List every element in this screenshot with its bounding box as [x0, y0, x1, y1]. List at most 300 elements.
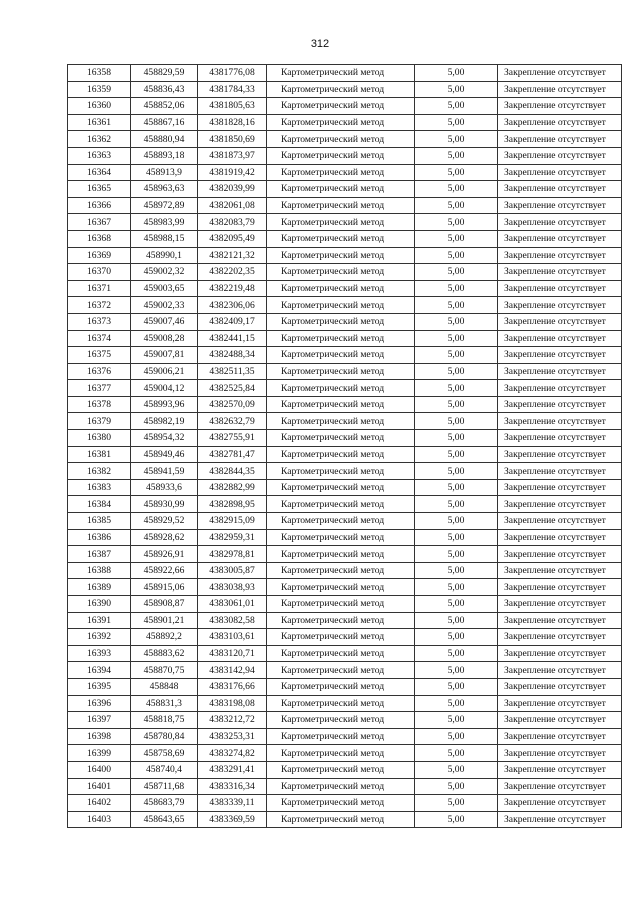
- point-number-cell: 16387: [68, 546, 131, 563]
- table-row: [68, 81, 622, 98]
- method-cell: Картометрический метод: [267, 164, 415, 181]
- table-row: [68, 662, 622, 679]
- table-row: [68, 778, 622, 795]
- method-cell: Картометрический метод: [267, 513, 415, 530]
- method-cell: Картометрический метод: [267, 529, 415, 546]
- x-coordinate-cell: 459004,12: [131, 380, 198, 397]
- x-coordinate-cell: 458848: [131, 678, 198, 695]
- table-row: [68, 297, 622, 314]
- table-row: [68, 629, 622, 646]
- x-coordinate-cell: 458990,1: [131, 247, 198, 264]
- y-coordinate-cell: 4381850,69: [198, 131, 267, 148]
- accuracy-cell: 5,00: [415, 496, 498, 513]
- fixation-cell: Закрепление отсутствует: [498, 363, 622, 380]
- point-number-cell: 16385: [68, 513, 131, 530]
- fixation-cell: Закрепление отсутствует: [498, 297, 622, 314]
- y-coordinate-cell: 4383212,72: [198, 712, 267, 729]
- method-cell: Картометрический метод: [267, 496, 415, 513]
- fixation-cell: Закрепление отсутствует: [498, 745, 622, 762]
- method-cell: Картометрический метод: [267, 98, 415, 115]
- fixation-cell: Закрепление отсутствует: [498, 463, 622, 480]
- x-coordinate-cell: 458982,19: [131, 413, 198, 430]
- y-coordinate-cell: 4382781,47: [198, 446, 267, 463]
- method-cell: Картометрический метод: [267, 81, 415, 98]
- table-row: [68, 330, 622, 347]
- method-cell: Картометрический метод: [267, 745, 415, 762]
- table-row: [68, 612, 622, 629]
- y-coordinate-cell: 4382978,81: [198, 546, 267, 563]
- y-coordinate-cell: 4383082,58: [198, 612, 267, 629]
- fixation-cell: Закрепление отсутствует: [498, 347, 622, 364]
- method-cell: Картометрический метод: [267, 214, 415, 231]
- method-cell: Картометрический метод: [267, 363, 415, 380]
- fixation-cell: Закрепление отсутствует: [498, 247, 622, 264]
- table-row: [68, 214, 622, 231]
- y-coordinate-cell: 4383120,71: [198, 645, 267, 662]
- accuracy-cell: 5,00: [415, 479, 498, 496]
- accuracy-cell: 5,00: [415, 313, 498, 330]
- y-coordinate-cell: 4382488,34: [198, 347, 267, 364]
- point-number-cell: 16360: [68, 98, 131, 115]
- fixation-cell: Закрепление отсутствует: [498, 413, 622, 430]
- table-row: [68, 712, 622, 729]
- accuracy-cell: 5,00: [415, 131, 498, 148]
- accuracy-cell: 5,00: [415, 297, 498, 314]
- x-coordinate-cell: 458928,62: [131, 529, 198, 546]
- method-cell: Картометрический метод: [267, 795, 415, 812]
- y-coordinate-cell: 4381828,16: [198, 114, 267, 131]
- fixation-cell: Закрепление отсутствует: [498, 778, 622, 795]
- fixation-cell: Закрепление отсутствует: [498, 612, 622, 629]
- table-row: [68, 562, 622, 579]
- table-row: [68, 197, 622, 214]
- point-number-cell: 16386: [68, 529, 131, 546]
- x-coordinate-cell: 458954,32: [131, 430, 198, 447]
- method-cell: Картометрический метод: [267, 612, 415, 629]
- accuracy-cell: 5,00: [415, 529, 498, 546]
- y-coordinate-cell: 4381873,97: [198, 147, 267, 164]
- table-row: [68, 147, 622, 164]
- x-coordinate-cell: 458913,9: [131, 164, 198, 181]
- point-number-cell: 16392: [68, 629, 131, 646]
- point-number-cell: 16394: [68, 662, 131, 679]
- x-coordinate-cell: 458893,18: [131, 147, 198, 164]
- x-coordinate-cell: 458926,91: [131, 546, 198, 563]
- method-cell: Картометрический метод: [267, 778, 415, 795]
- y-coordinate-cell: 4382755,91: [198, 430, 267, 447]
- fixation-cell: Закрепление отсутствует: [498, 65, 622, 82]
- y-coordinate-cell: 4382409,17: [198, 313, 267, 330]
- method-cell: Картометрический метод: [267, 645, 415, 662]
- x-coordinate-cell: 458988,15: [131, 230, 198, 247]
- table-row: [68, 596, 622, 613]
- table-row: [68, 496, 622, 513]
- table-row: [68, 529, 622, 546]
- accuracy-cell: 5,00: [415, 430, 498, 447]
- x-coordinate-cell: 458829,59: [131, 65, 198, 82]
- point-number-cell: 16403: [68, 811, 131, 828]
- fixation-cell: Закрепление отсутствует: [498, 446, 622, 463]
- x-coordinate-cell: 458983,99: [131, 214, 198, 231]
- method-cell: Картометрический метод: [267, 546, 415, 563]
- accuracy-cell: 5,00: [415, 562, 498, 579]
- x-coordinate-cell: 458922,66: [131, 562, 198, 579]
- method-cell: Картометрический метод: [267, 147, 415, 164]
- x-coordinate-cell: 458915,06: [131, 579, 198, 596]
- y-coordinate-cell: 4383198,08: [198, 695, 267, 712]
- y-coordinate-cell: 4383176,66: [198, 678, 267, 695]
- coordinates-table: [67, 64, 622, 828]
- table-row: [68, 164, 622, 181]
- x-coordinate-cell: 459006,21: [131, 363, 198, 380]
- point-number-cell: 16368: [68, 230, 131, 247]
- point-number-cell: 16362: [68, 131, 131, 148]
- point-number-cell: 16371: [68, 280, 131, 297]
- y-coordinate-cell: 4382121,32: [198, 247, 267, 264]
- table-row: [68, 430, 622, 447]
- fixation-cell: Закрепление отсутствует: [498, 313, 622, 330]
- x-coordinate-cell: 458818,75: [131, 712, 198, 729]
- table-row: [68, 479, 622, 496]
- x-coordinate-cell: 458892,2: [131, 629, 198, 646]
- point-number-cell: 16376: [68, 363, 131, 380]
- point-number-cell: 16358: [68, 65, 131, 82]
- accuracy-cell: 5,00: [415, 230, 498, 247]
- table-row: [68, 761, 622, 778]
- accuracy-cell: 5,00: [415, 247, 498, 264]
- method-cell: Картометрический метод: [267, 728, 415, 745]
- point-number-cell: 16390: [68, 596, 131, 613]
- x-coordinate-cell: 459002,32: [131, 264, 198, 281]
- coordinates-table-body: [68, 65, 622, 828]
- point-number-cell: 16400: [68, 761, 131, 778]
- method-cell: Картометрический метод: [267, 264, 415, 281]
- y-coordinate-cell: 4382525,84: [198, 380, 267, 397]
- accuracy-cell: 5,00: [415, 413, 498, 430]
- table-row: [68, 645, 622, 662]
- method-cell: Картометрический метод: [267, 479, 415, 496]
- point-number-cell: 16391: [68, 612, 131, 629]
- accuracy-cell: 5,00: [415, 778, 498, 795]
- accuracy-cell: 5,00: [415, 463, 498, 480]
- y-coordinate-cell: 4382202,35: [198, 264, 267, 281]
- x-coordinate-cell: 459007,46: [131, 313, 198, 330]
- accuracy-cell: 5,00: [415, 662, 498, 679]
- table-row: [68, 396, 622, 413]
- point-number-cell: 16379: [68, 413, 131, 430]
- fixation-cell: Закрепление отсутствует: [498, 131, 622, 148]
- method-cell: Картометрический метод: [267, 712, 415, 729]
- x-coordinate-cell: 458929,52: [131, 513, 198, 530]
- fixation-cell: Закрепление отсутствует: [498, 81, 622, 98]
- point-number-cell: 16361: [68, 114, 131, 131]
- point-number-cell: 16375: [68, 347, 131, 364]
- fixation-cell: Закрепление отсутствует: [498, 197, 622, 214]
- y-coordinate-cell: 4383369,59: [198, 811, 267, 828]
- method-cell: Картометрический метод: [267, 230, 415, 247]
- table-row: [68, 181, 622, 198]
- x-coordinate-cell: 458852,06: [131, 98, 198, 115]
- method-cell: Картометрический метод: [267, 347, 415, 364]
- x-coordinate-cell: 458941,59: [131, 463, 198, 480]
- method-cell: Картометрический метод: [267, 562, 415, 579]
- x-coordinate-cell: 458867,16: [131, 114, 198, 131]
- accuracy-cell: 5,00: [415, 380, 498, 397]
- accuracy-cell: 5,00: [415, 197, 498, 214]
- point-number-cell: 16366: [68, 197, 131, 214]
- method-cell: Картометрический метод: [267, 430, 415, 447]
- table-row: [68, 463, 622, 480]
- x-coordinate-cell: 459003,65: [131, 280, 198, 297]
- fixation-cell: Закрепление отсутствует: [498, 181, 622, 198]
- accuracy-cell: 5,00: [415, 695, 498, 712]
- accuracy-cell: 5,00: [415, 280, 498, 297]
- fixation-cell: Закрепление отсутствует: [498, 562, 622, 579]
- x-coordinate-cell: 458972,89: [131, 197, 198, 214]
- y-coordinate-cell: 4381776,08: [198, 65, 267, 82]
- y-coordinate-cell: 4383274,82: [198, 745, 267, 762]
- table-row: [68, 347, 622, 364]
- table-row: [68, 446, 622, 463]
- table-row: [68, 264, 622, 281]
- y-coordinate-cell: 4383038,93: [198, 579, 267, 596]
- method-cell: Картометрический метод: [267, 131, 415, 148]
- accuracy-cell: 5,00: [415, 347, 498, 364]
- accuracy-cell: 5,00: [415, 712, 498, 729]
- fixation-cell: Закрепление отсутствует: [498, 712, 622, 729]
- table-row: [68, 98, 622, 115]
- y-coordinate-cell: 4381784,33: [198, 81, 267, 98]
- x-coordinate-cell: 458740,4: [131, 761, 198, 778]
- x-coordinate-cell: 458831,3: [131, 695, 198, 712]
- point-number-cell: 16401: [68, 778, 131, 795]
- x-coordinate-cell: 458883,62: [131, 645, 198, 662]
- fixation-cell: Закрепление отсутствует: [498, 230, 622, 247]
- fixation-cell: Закрепление отсутствует: [498, 280, 622, 297]
- point-number-cell: 16367: [68, 214, 131, 231]
- accuracy-cell: 5,00: [415, 612, 498, 629]
- method-cell: Картометрический метод: [267, 695, 415, 712]
- accuracy-cell: 5,00: [415, 214, 498, 231]
- accuracy-cell: 5,00: [415, 396, 498, 413]
- point-number-cell: 16369: [68, 247, 131, 264]
- x-coordinate-cell: 459007,81: [131, 347, 198, 364]
- y-coordinate-cell: 4382632,79: [198, 413, 267, 430]
- x-coordinate-cell: 458870,75: [131, 662, 198, 679]
- table-row: [68, 114, 622, 131]
- point-number-cell: 16396: [68, 695, 131, 712]
- fixation-cell: Закрепление отсутствует: [498, 529, 622, 546]
- point-number-cell: 16378: [68, 396, 131, 413]
- y-coordinate-cell: 4382039,99: [198, 181, 267, 198]
- x-coordinate-cell: 459002,33: [131, 297, 198, 314]
- point-number-cell: 16373: [68, 313, 131, 330]
- x-coordinate-cell: 458993,96: [131, 396, 198, 413]
- accuracy-cell: 5,00: [415, 98, 498, 115]
- y-coordinate-cell: 4383316,34: [198, 778, 267, 795]
- table-row: [68, 280, 622, 297]
- fixation-cell: Закрепление отсутствует: [498, 513, 622, 530]
- method-cell: Картометрический метод: [267, 662, 415, 679]
- table-row: [68, 795, 622, 812]
- fixation-cell: Закрепление отсутствует: [498, 114, 622, 131]
- fixation-cell: Закрепление отсутствует: [498, 214, 622, 231]
- point-number-cell: 16384: [68, 496, 131, 513]
- method-cell: Картометрический метод: [267, 678, 415, 695]
- accuracy-cell: 5,00: [415, 114, 498, 131]
- x-coordinate-cell: 458758,69: [131, 745, 198, 762]
- table-row: [68, 131, 622, 148]
- x-coordinate-cell: 458963,63: [131, 181, 198, 198]
- table-row: [68, 546, 622, 563]
- x-coordinate-cell: 458930,99: [131, 496, 198, 513]
- y-coordinate-cell: 4382915,09: [198, 513, 267, 530]
- fixation-cell: Закрепление отсутствует: [498, 496, 622, 513]
- fixation-cell: Закрепление отсутствует: [498, 629, 622, 646]
- table-row: [68, 728, 622, 745]
- fixation-cell: Закрепление отсутствует: [498, 479, 622, 496]
- fixation-cell: Закрепление отсутствует: [498, 662, 622, 679]
- table-row: [68, 380, 622, 397]
- point-number-cell: 16393: [68, 645, 131, 662]
- x-coordinate-cell: 458901,21: [131, 612, 198, 629]
- table-row: [68, 579, 622, 596]
- point-number-cell: 16370: [68, 264, 131, 281]
- method-cell: Картометрический метод: [267, 463, 415, 480]
- point-number-cell: 16402: [68, 795, 131, 812]
- y-coordinate-cell: 4383103,61: [198, 629, 267, 646]
- y-coordinate-cell: 4382441,15: [198, 330, 267, 347]
- method-cell: Картометрический метод: [267, 413, 415, 430]
- fixation-cell: Закрепление отсутствует: [498, 761, 622, 778]
- y-coordinate-cell: 4382095,49: [198, 230, 267, 247]
- method-cell: Картометрический метод: [267, 629, 415, 646]
- accuracy-cell: 5,00: [415, 446, 498, 463]
- y-coordinate-cell: 4382061,08: [198, 197, 267, 214]
- fixation-cell: Закрепление отсутствует: [498, 596, 622, 613]
- point-number-cell: 16374: [68, 330, 131, 347]
- fixation-cell: Закрепление отсутствует: [498, 164, 622, 181]
- point-number-cell: 16395: [68, 678, 131, 695]
- point-number-cell: 16381: [68, 446, 131, 463]
- table-row: [68, 811, 622, 828]
- x-coordinate-cell: 458908,87: [131, 596, 198, 613]
- table-row: [68, 363, 622, 380]
- method-cell: Картометрический метод: [267, 65, 415, 82]
- method-cell: Картометрический метод: [267, 181, 415, 198]
- point-number-cell: 16364: [68, 164, 131, 181]
- fixation-cell: Закрепление отсутствует: [498, 98, 622, 115]
- y-coordinate-cell: 4383142,94: [198, 662, 267, 679]
- accuracy-cell: 5,00: [415, 596, 498, 613]
- accuracy-cell: 5,00: [415, 81, 498, 98]
- table-row: [68, 313, 622, 330]
- fixation-cell: Закрепление отсутствует: [498, 695, 622, 712]
- table-row: [68, 678, 622, 695]
- method-cell: Картометрический метод: [267, 114, 415, 131]
- accuracy-cell: 5,00: [415, 678, 498, 695]
- point-number-cell: 16377: [68, 380, 131, 397]
- point-number-cell: 16397: [68, 712, 131, 729]
- method-cell: Картометрический метод: [267, 579, 415, 596]
- fixation-cell: Закрепление отсутствует: [498, 645, 622, 662]
- y-coordinate-cell: 4382844,35: [198, 463, 267, 480]
- method-cell: Картометрический метод: [267, 396, 415, 413]
- point-number-cell: 16359: [68, 81, 131, 98]
- x-coordinate-cell: 458780,84: [131, 728, 198, 745]
- accuracy-cell: 5,00: [415, 546, 498, 563]
- method-cell: Картометрический метод: [267, 313, 415, 330]
- y-coordinate-cell: 4383253,31: [198, 728, 267, 745]
- x-coordinate-cell: 458836,43: [131, 81, 198, 98]
- accuracy-cell: 5,00: [415, 147, 498, 164]
- method-cell: Картометрический метод: [267, 761, 415, 778]
- x-coordinate-cell: 458683,79: [131, 795, 198, 812]
- y-coordinate-cell: 4382882,99: [198, 479, 267, 496]
- accuracy-cell: 5,00: [415, 629, 498, 646]
- method-cell: Картометрический метод: [267, 297, 415, 314]
- y-coordinate-cell: 4382959,31: [198, 529, 267, 546]
- accuracy-cell: 5,00: [415, 65, 498, 82]
- x-coordinate-cell: 458949,46: [131, 446, 198, 463]
- fixation-cell: Закрепление отсутствует: [498, 678, 622, 695]
- fixation-cell: Закрепление отсутствует: [498, 264, 622, 281]
- accuracy-cell: 5,00: [415, 761, 498, 778]
- method-cell: Картометрический метод: [267, 247, 415, 264]
- y-coordinate-cell: 4381919,42: [198, 164, 267, 181]
- y-coordinate-cell: 4383339,11: [198, 795, 267, 812]
- fixation-cell: Закрепление отсутствует: [498, 330, 622, 347]
- accuracy-cell: 5,00: [415, 181, 498, 198]
- fixation-cell: Закрепление отсутствует: [498, 579, 622, 596]
- point-number-cell: 16372: [68, 297, 131, 314]
- y-coordinate-cell: 4382219,48: [198, 280, 267, 297]
- method-cell: Картометрический метод: [267, 380, 415, 397]
- accuracy-cell: 5,00: [415, 745, 498, 762]
- x-coordinate-cell: 458711,68: [131, 778, 198, 795]
- y-coordinate-cell: 4382898,95: [198, 496, 267, 513]
- point-number-cell: 16382: [68, 463, 131, 480]
- accuracy-cell: 5,00: [415, 795, 498, 812]
- accuracy-cell: 5,00: [415, 579, 498, 596]
- accuracy-cell: 5,00: [415, 164, 498, 181]
- y-coordinate-cell: 4382570,09: [198, 396, 267, 413]
- y-coordinate-cell: 4383005,87: [198, 562, 267, 579]
- method-cell: Картометрический метод: [267, 330, 415, 347]
- fixation-cell: Закрепление отсутствует: [498, 728, 622, 745]
- point-number-cell: 16365: [68, 181, 131, 198]
- fixation-cell: Закрепление отсутствует: [498, 795, 622, 812]
- page-number: 312: [310, 38, 330, 50]
- y-coordinate-cell: 4382511,35: [198, 363, 267, 380]
- point-number-cell: 16388: [68, 562, 131, 579]
- accuracy-cell: 5,00: [415, 728, 498, 745]
- x-coordinate-cell: 459008,28: [131, 330, 198, 347]
- y-coordinate-cell: 4383061,01: [198, 596, 267, 613]
- y-coordinate-cell: 4382083,79: [198, 214, 267, 231]
- fixation-cell: Закрепление отсутствует: [498, 430, 622, 447]
- fixation-cell: Закрепление отсутствует: [498, 396, 622, 413]
- accuracy-cell: 5,00: [415, 363, 498, 380]
- point-number-cell: 16398: [68, 728, 131, 745]
- fixation-cell: Закрепление отсутствует: [498, 380, 622, 397]
- table-row: [68, 413, 622, 430]
- fixation-cell: Закрепление отсутствует: [498, 811, 622, 828]
- method-cell: Картометрический метод: [267, 446, 415, 463]
- accuracy-cell: 5,00: [415, 330, 498, 347]
- point-number-cell: 16399: [68, 745, 131, 762]
- accuracy-cell: 5,00: [415, 645, 498, 662]
